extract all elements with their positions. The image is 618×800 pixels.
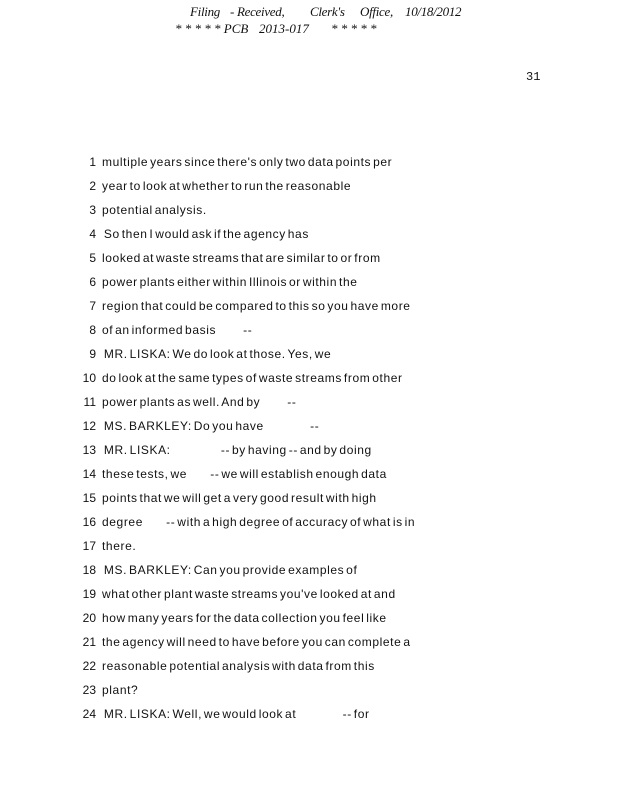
line-text: MR. LISKA: Well, we would look at -- for bbox=[102, 707, 370, 721]
filing-date: 10/18/2012 bbox=[405, 4, 462, 19]
transcript-line bbox=[82, 200, 552, 224]
line-number: 1 bbox=[89, 155, 96, 169]
transcript-line bbox=[82, 416, 552, 440]
line-number: 9 bbox=[89, 347, 96, 361]
transcript-line bbox=[82, 392, 552, 416]
transcript-line bbox=[82, 680, 552, 704]
line-text: power plants as well. And by -- bbox=[102, 395, 297, 409]
filing-label: Filing bbox=[190, 4, 220, 19]
transcript-line bbox=[82, 656, 552, 680]
transcript-line bbox=[82, 320, 552, 344]
line-number: 4 bbox=[89, 227, 96, 241]
line-number: 16 bbox=[82, 515, 96, 529]
line-number: 2 bbox=[89, 179, 96, 193]
line-text: region that could be compared to this so you have more bbox=[102, 299, 411, 313]
line-number: 23 bbox=[82, 683, 96, 697]
line-text: power plants either within Illinois or within the bbox=[102, 275, 358, 289]
transcript-line bbox=[82, 560, 552, 584]
line-text: do look at the same types of waste streams from other bbox=[102, 371, 403, 385]
line-number: 21 bbox=[82, 635, 96, 649]
case-stars-left: * * * * * PCB bbox=[175, 21, 249, 36]
line-number: 20 bbox=[82, 611, 96, 625]
line-text: potential analysis. bbox=[102, 203, 207, 217]
line-text: reasonable potential analysis with data from this bbox=[102, 659, 375, 673]
line-number: 8 bbox=[89, 323, 96, 337]
line-text: plant? bbox=[102, 683, 139, 697]
transcript-line bbox=[82, 536, 552, 560]
transcript-line bbox=[82, 608, 552, 632]
transcript-line bbox=[82, 224, 552, 248]
line-text: MR. LISKA: -- by having -- and by doing bbox=[102, 443, 372, 457]
line-number: 15 bbox=[82, 491, 96, 505]
line-number: 18 bbox=[82, 563, 96, 577]
line-number: 5 bbox=[89, 251, 96, 265]
transcript-line bbox=[82, 632, 552, 656]
line-text: So then I would ask if the agency has bbox=[102, 227, 309, 241]
transcript-line bbox=[82, 344, 552, 368]
line-number: 19 bbox=[82, 587, 96, 601]
line-text: points that we will get a very good result with high bbox=[102, 491, 377, 505]
case-stars-right: * * * * * bbox=[331, 21, 377, 36]
line-text: these tests, we -- we will establish enough data bbox=[102, 467, 387, 481]
line-number: 24 bbox=[82, 707, 96, 721]
line-text: how many years for the data collection you feel like bbox=[102, 611, 387, 625]
line-number: 17 bbox=[82, 539, 96, 553]
line-text: MS. BARKLEY: Can you provide examples of bbox=[102, 563, 358, 577]
transcript-line bbox=[82, 440, 552, 464]
transcript-line bbox=[82, 152, 552, 176]
line-number: 12 bbox=[82, 419, 96, 433]
line-text: year to look at whether to run the reasonable bbox=[102, 179, 352, 193]
transcript-body bbox=[82, 152, 552, 728]
transcript-line bbox=[82, 272, 552, 296]
line-number: 22 bbox=[82, 659, 96, 673]
line-text: MS. BARKLEY: Do you have -- bbox=[102, 419, 320, 433]
transcript-line bbox=[82, 368, 552, 392]
page-number: 31 bbox=[526, 70, 541, 84]
transcript-line bbox=[82, 464, 552, 488]
line-number: 11 bbox=[83, 395, 96, 409]
transcript-line bbox=[82, 176, 552, 200]
line-number: 3 bbox=[89, 203, 96, 217]
line-number: 7 bbox=[89, 299, 96, 313]
received-label: - Received, bbox=[230, 4, 285, 19]
line-text: MR. LISKA: We do look at those. Yes, we bbox=[102, 347, 332, 361]
line-number: 13 bbox=[82, 443, 96, 457]
office-label: Office, bbox=[360, 4, 393, 19]
line-text: what other plant waste streams you've looked at and bbox=[102, 587, 396, 601]
line-text: degree -- with a high degree of accuracy of what is in bbox=[102, 515, 416, 529]
filing-stamp-header bbox=[0, 4, 618, 38]
clerks-label: Clerk's bbox=[310, 4, 345, 19]
line-text: the agency will need to have before you can complete a bbox=[102, 635, 411, 649]
transcript-line bbox=[82, 488, 552, 512]
line-text: of an informed basis -- bbox=[102, 323, 253, 337]
line-number: 14 bbox=[82, 467, 96, 481]
line-text: there. bbox=[102, 539, 137, 553]
transcript-line bbox=[82, 296, 552, 320]
transcript-line bbox=[82, 248, 552, 272]
line-number: 6 bbox=[89, 275, 96, 289]
transcript-line bbox=[82, 704, 552, 728]
line-text: looked at waste streams that are similar to or from bbox=[102, 251, 381, 265]
transcript-line bbox=[82, 512, 552, 536]
line-text: multiple years since there's only two data points per bbox=[102, 155, 393, 169]
transcript-line bbox=[82, 584, 552, 608]
case-number: 2013-017 bbox=[259, 21, 309, 36]
line-number: 10 bbox=[82, 371, 96, 385]
